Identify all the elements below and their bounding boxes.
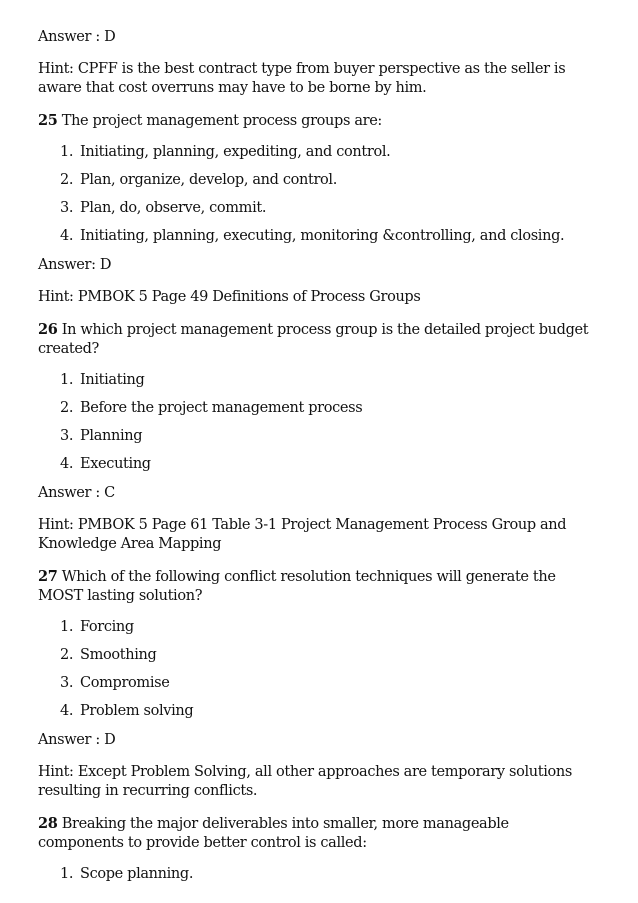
hint-25: Hint: PMBOK 5 Page 49 Definitions of Process Groups (38, 289, 421, 305)
option-number: 2. (60, 400, 74, 416)
option-text: Initiating, planning, executing, monitoring &controlling, and closing. (80, 228, 565, 244)
question-text: In which project management process group is the detailed project budget created? (38, 322, 589, 357)
option-number: 2. (60, 172, 74, 188)
option-number: 4. (60, 228, 74, 244)
option-text: Before the project management process (80, 400, 363, 416)
hint-27: Hint: Except Problem Solving, all other approaches are temporary solutions resulting in recurring conflicts. (38, 764, 572, 799)
option-text: Forcing (80, 619, 134, 635)
option-item (38, 646, 598, 665)
option-number: 4. (60, 703, 74, 719)
answer-24: Answer : D (38, 29, 116, 45)
option-item (38, 865, 598, 884)
options-26 (38, 371, 598, 474)
question-text: The project management process groups are: (57, 113, 382, 129)
option-number: 1. (60, 619, 74, 635)
option-number: 1. (60, 866, 74, 882)
option-text: Plan, organize, develop, and control. (80, 172, 337, 188)
hint-24: Hint: CPFF is the best contract type from buyer perspective as the seller is aware that cost overruns may have to be borne by him. (38, 61, 566, 96)
option-number: 2. (60, 647, 74, 663)
option-item (38, 399, 598, 418)
option-item (38, 143, 598, 162)
option-item (38, 702, 598, 721)
option-text: Initiating, planning, expediting, and control. (80, 144, 391, 160)
question-text: Which of the following conflict resolution techniques will generate the MOST lasting solution? (38, 569, 556, 604)
question-25 (38, 111, 598, 131)
option-text: Plan, do, observe, commit. (80, 200, 267, 216)
option-text: Initiating (80, 372, 145, 388)
question-number: 26 (38, 321, 58, 338)
option-text: Problem solving (80, 703, 194, 719)
option-number: 4. (60, 456, 74, 472)
option-text: Executing (80, 456, 151, 472)
option-number: 3. (60, 675, 74, 691)
option-number: 1. (60, 144, 74, 160)
option-item (38, 455, 598, 474)
answer-27: Answer : D (38, 732, 116, 748)
options-25 (38, 143, 598, 246)
option-item (38, 199, 598, 218)
question-number: 27 (38, 568, 58, 585)
question-27 (38, 567, 598, 606)
option-number: 1. (60, 372, 74, 388)
question-number: 25 (38, 112, 58, 129)
options-27 (38, 618, 598, 721)
option-item (38, 618, 598, 637)
question-28 (38, 814, 598, 853)
question-26 (38, 320, 598, 359)
option-text: Smoothing (80, 647, 157, 663)
option-item (38, 171, 598, 190)
option-item (38, 227, 598, 246)
option-number: 3. (60, 200, 74, 216)
option-item (38, 427, 598, 446)
answer-26: Answer : C (38, 485, 115, 501)
option-item (38, 674, 598, 693)
option-item (38, 371, 598, 390)
question-number: 28 (38, 815, 58, 832)
question-text: Breaking the major deliverables into smaller, more manageable components to provide better control is called: (38, 816, 509, 851)
answer-25: Answer: D (38, 257, 112, 273)
option-text: Scope planning. (80, 866, 194, 882)
options-28 (38, 865, 598, 884)
hint-26: Hint: PMBOK 5 Page 61 Table 3-1 Project Management Process Group and Knowledge Area Mapping (38, 517, 567, 552)
option-text: Planning (80, 428, 143, 444)
option-number: 3. (60, 428, 74, 444)
option-text: Compromise (80, 675, 170, 691)
document-page (38, 28, 598, 894)
